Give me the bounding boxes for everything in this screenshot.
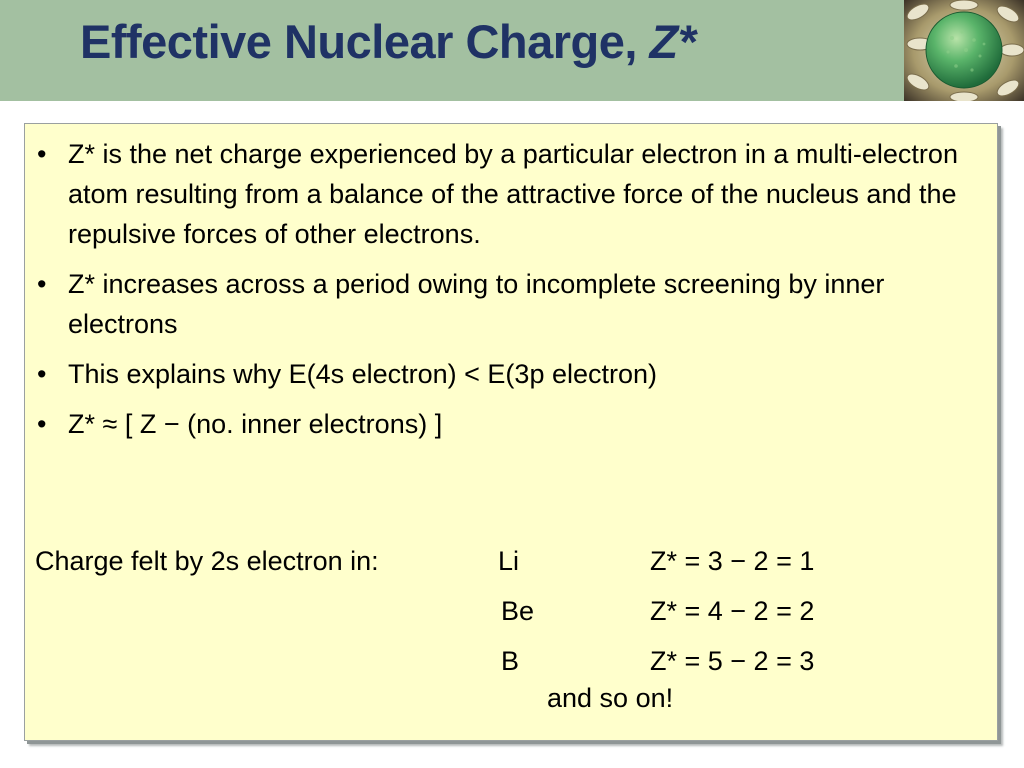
charge-intro: Charge felt by 2s electron in: [35,546,379,576]
title-bar [0,0,904,101]
bullet-item [33,264,983,344]
bullet-marker: • [37,139,47,169]
bullet-marker: • [37,269,47,299]
bullet-item [33,404,983,444]
bullet-marker: • [37,359,47,389]
title-symbol: Z* [649,15,696,68]
bullet-item [33,134,983,254]
bullet-marker: • [37,409,47,439]
equation-li: Z* = 3 − 2 = 1 [650,546,815,576]
element-b: B [501,646,520,676]
title-main: Effective Nuclear Charge, [80,15,650,68]
equation-be: Z* = 4 − 2 = 2 [650,596,815,626]
bullet-text: Z* ≈ [ Z − (no. inner electrons) ] [68,409,443,439]
bullet-item [33,354,983,394]
bullet-text: Z* increases across a period owing to incomplete screening by inner electrons [68,269,885,339]
cell-illustration [904,0,1024,101]
content-box [24,123,998,741]
equation-b: Z* = 5 − 2 = 3 [650,646,815,676]
and-so-on-text: and so on! [547,683,674,713]
bullet-list [33,134,983,454]
element-be: Be [501,596,535,626]
bullet-text: This explains why E(4s electron) < E(3p electron) [68,359,658,389]
element-li: Li [498,546,520,576]
green-sphere-cell-image [904,0,1024,101]
bullet-text: Z* is the net charge experienced by a particular electron in a multi-electron atom resulting from a balance of the attractive force of the nucleus and the repulsive forces of other electrons. [68,139,958,249]
slide-title [80,14,696,69]
